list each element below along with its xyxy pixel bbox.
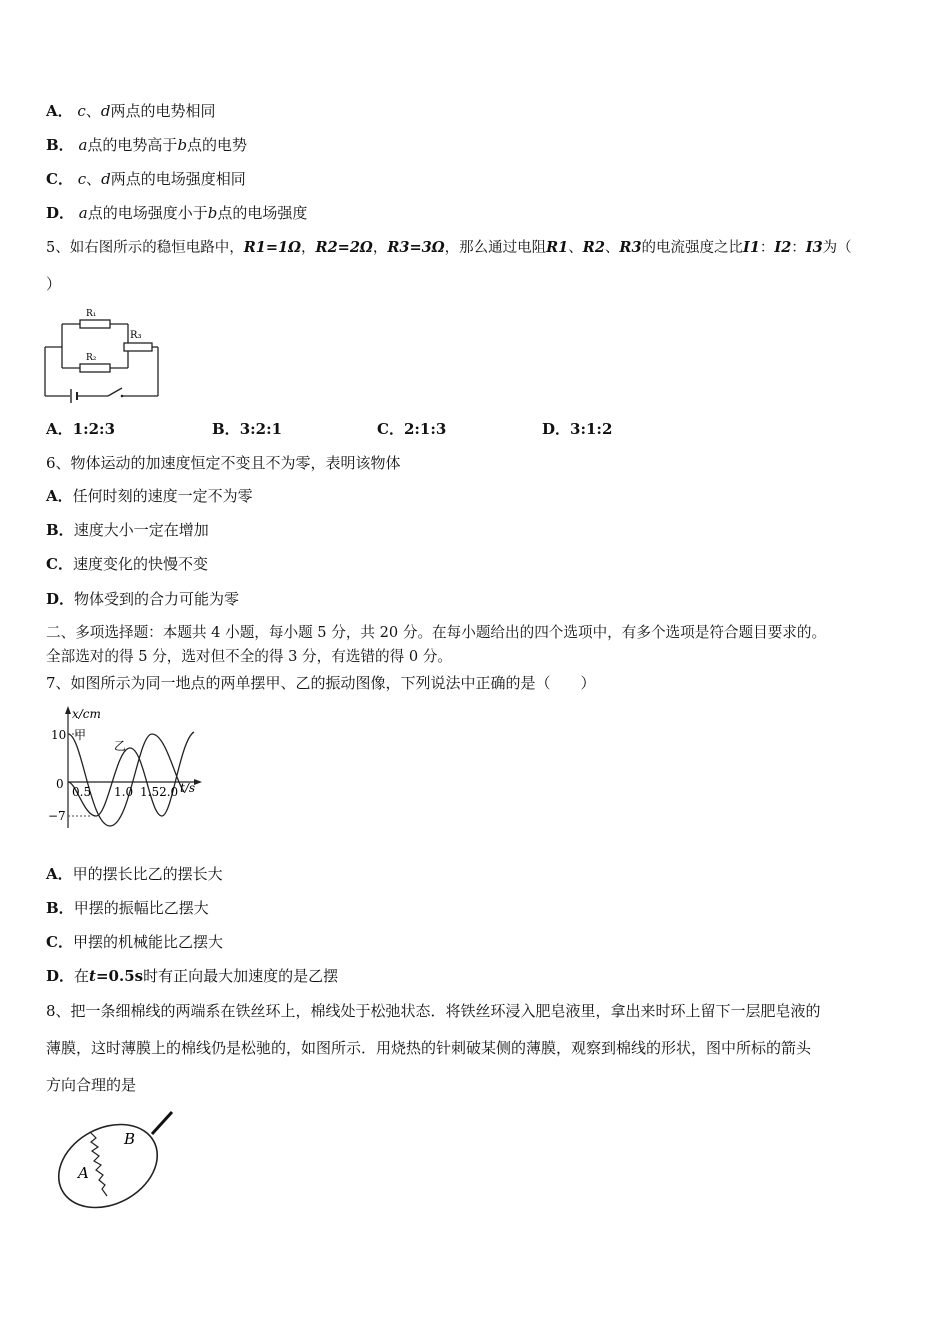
option-letter: A． [46,420,73,438]
option-letter: D． [46,204,75,222]
y-tick-0: 0 [56,777,64,791]
option-letter: C． [377,420,404,438]
option-letter: B． [212,420,240,438]
stem-text: 如右图所示的稳恒电路中， [69,240,244,256]
i3-name: I3 [805,239,823,256]
r2-value: R2=2Ω [315,239,373,256]
q7-option-d [46,966,338,986]
option-text: 甲摆的振幅比乙摆大 [73,899,209,917]
option-text: 点的电势 [187,136,248,154]
q4-option-d [46,203,307,223]
option-text: 速度大小一定在增加 [73,521,209,539]
option-letter: C． [46,555,73,573]
curve-yi [68,732,194,816]
option-letter: B． [46,899,74,917]
t-axis-label: t/s [180,781,196,795]
label-jia: 甲 [74,728,87,742]
var-b: b [207,204,218,222]
label-b: B [124,1130,136,1148]
option-letter: D． [46,967,75,985]
resistor-r3 [124,343,152,351]
option-text: 1:2:3 [72,420,116,438]
colon: ： [791,240,806,256]
var-b: b [177,136,188,154]
var-d: d [101,170,111,188]
r1-value: R1=1Ω [243,239,302,256]
q7-option-a [46,864,223,884]
option-text: 时有正向最大加速度的是乙摆 [143,967,339,985]
var-a: a [78,204,88,222]
circuit-diagram [40,300,165,410]
option-text: 2:1:3 [403,420,447,438]
loop-handle [152,1112,172,1134]
label-a: A [78,1164,89,1182]
label-yi: 乙 [114,739,127,753]
r3-value: R3=3Ω [387,239,445,256]
option-letter: A． [46,865,73,883]
q6-option-a [46,486,253,506]
q5-stem [46,238,852,258]
separator: 、 [604,240,620,256]
q8-line2: 薄膜，这时薄膜上的棉线仍是松驰的，如图所示．用烧热的针刺破某侧的薄膜，观察到棉线的形状，图中所标的箭头 [46,1039,812,1057]
i1-name: I1 [743,239,760,256]
option-letter: D． [46,590,75,608]
stem-text: ，那么通过电阻 [444,240,547,256]
stem-text: 为（ [822,240,852,256]
section2-line2: 全部选对的得 5 分，选对但不全的得 3 分，有选错的得 0 分。 [46,648,452,665]
q6-option-c [46,554,208,574]
option-letter: B． [46,136,74,154]
resistor-r2 [80,364,110,372]
q8-line3: 方向合理的是 [46,1076,137,1094]
q6-option-d [46,589,239,609]
label-r1: R₁ [86,309,97,319]
option-text: 物体受到的合力可能为零 [74,590,240,608]
option-text: 任何时刻的速度一定不为零 [72,487,253,505]
question-number: 5、 [46,240,70,256]
i2-name: I2 [774,239,792,256]
option-text: 3:2:1 [239,420,283,438]
comma: ， [372,240,388,256]
q4-option-a [46,101,215,121]
q6-option-b [46,520,209,540]
stem-text: 的电流强度之比 [641,240,744,256]
option-letter: A． [46,487,73,505]
r1-name: R1 [546,239,569,256]
t-tick-1.5-2.0: 1.52.0 [140,785,179,799]
option-text: 速度变化的快慢不变 [72,555,208,573]
oscillation-graph [44,700,214,840]
separator: 、 [86,170,102,188]
option-letter: C． [46,933,73,951]
option-text: 在 [74,967,90,985]
y-axis-label: x/cm [72,707,101,721]
q5-option-b [212,419,282,439]
comma: ， [301,240,316,256]
var-c: c [77,170,87,188]
var-c: c [77,102,86,120]
q7-stem: 7、如图所示为同一地点的两单摆甲、乙的振动图像，下列说法中正确的是（ ） [46,674,596,692]
q6-stem: 6、物体运动的加速度恒定不变且不为零，表明该物体 [46,454,401,472]
label-r2: R₂ [86,353,97,363]
label-r3: R₃ [130,330,142,341]
y-axis-arrow [65,706,71,714]
colon: ： [759,240,775,256]
q7-option-c [46,932,223,952]
option-text: 甲摆的机械能比乙摆大 [72,933,223,951]
option-text: 两点的电场强度相同 [110,170,246,188]
q8-line1: 8、把一条细棉线的两端系在铁丝环上，棉线处于松弛状态．将铁丝环浸入肥皂液里，拿出来时环上留下一层肥皂液的 [46,1002,821,1020]
separator: 、 [85,102,101,120]
q5-option-c [377,419,446,439]
separator: 、 [568,240,583,256]
t-axis-arrow [194,779,202,785]
q4-option-c [46,169,246,189]
var-a: a [78,136,88,154]
q5-option-a [46,419,115,439]
option-text: 点的电场强度 [217,204,308,222]
q5-stem-close: ） [46,275,62,293]
time-value: =0.5s [95,967,144,985]
option-letter: A． [46,102,73,120]
option-text: 两点的电势相同 [110,102,216,120]
option-letter: B． [46,521,74,539]
q7-option-b [46,898,209,918]
switch-contact [121,395,124,398]
option-text: 点的电场强度小于 [87,204,208,222]
q5-option-d [542,419,612,439]
option-text: 3:1:2 [570,420,613,438]
option-text: 甲的摆长比乙的摆长大 [72,865,223,883]
option-text: 点的电势高于 [87,136,178,154]
resistor-r1 [80,320,110,328]
var-t: t [89,967,96,985]
r3-name: R3 [619,239,642,256]
cotton-thread [90,1132,107,1196]
option-letter: C． [46,170,73,188]
var-d: d [100,102,111,120]
soap-film-figure [48,1104,183,1209]
section2-line1: 二、多项选择题：本题共 4 小题，每小题 5 分，共 20 分。在每小题给出的四个选项中，有多个选项是符合题目要求的。 [46,624,827,641]
q4-option-b [46,135,247,155]
wire-loop [48,1108,172,1209]
r2-name: R2 [582,239,605,256]
y-tick-neg7: −7 [48,809,66,823]
t-tick-0.5: 0.5 [72,785,92,799]
y-tick-10: 10 [51,728,67,742]
option-letter: D． [542,420,571,438]
t-tick-1.0: 1.0 [114,785,134,799]
